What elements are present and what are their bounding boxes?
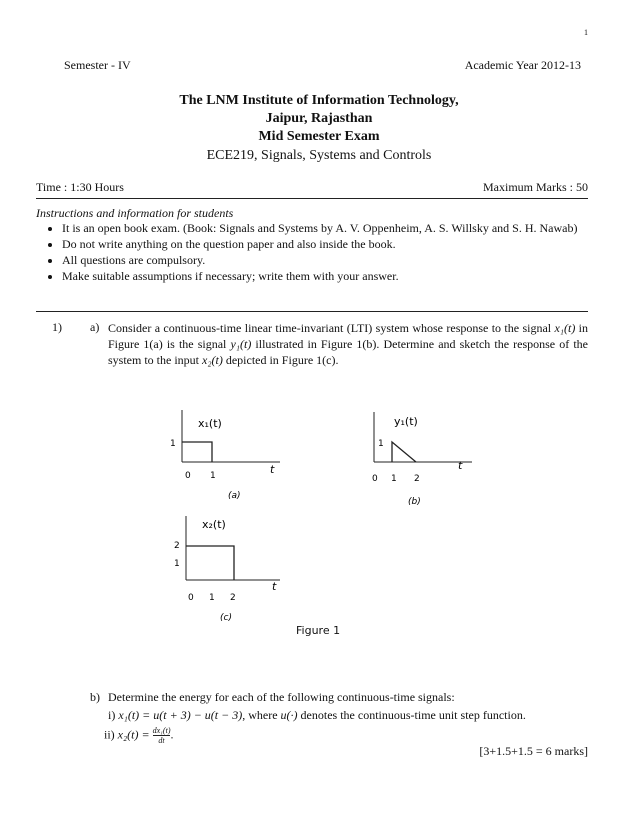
part-b-i-label: i) (108, 708, 116, 722)
instructions-list (48, 220, 602, 285)
figure-1a-ytick: 1 (170, 439, 176, 449)
part-b-text: Determine the energy for each of the following continuous-time signals: (108, 690, 455, 704)
figure-1b-xtick: 0 (372, 474, 378, 484)
question-number: 1) (52, 320, 62, 334)
part-a-text-2: in Figure 1(a) is the signal (108, 321, 589, 351)
part-b-ii (104, 726, 173, 745)
figure-1a-xtick: 0 (185, 471, 191, 481)
figure-1c (168, 510, 288, 626)
fraction-denominator: dt (158, 736, 165, 745)
figure-1b-caption: (b) (408, 497, 421, 507)
part-b-i-mid: , where (242, 708, 281, 722)
instruction-item: • Make suitable assumptions if necessary; write them with your answer. (62, 269, 602, 284)
figure-1b-ytick: 1 (378, 439, 384, 449)
exam-title: Mid Semester Exam (258, 129, 380, 144)
part-a-text-1: Consider a continuous-time linear time-invariant (LTI) system whose response to the signal (108, 321, 552, 335)
instruction-item: • It is an open book exam. (Book: Signals and Systems by A. V. Oppenheim, A. S. Willsky and S. H. Nawab) (62, 221, 602, 236)
instruction-item: • Do not write anything on the question paper and also inside the book. (62, 237, 602, 252)
institute-location: Jaipur, Rajasthan (265, 111, 373, 126)
part-b-i-tail: denotes the continuous-time unit step function. (297, 708, 526, 722)
part-a-text-3: illustrated in Figure 1(b). Determine and sketch the response of the system to the input (108, 337, 588, 367)
institute-title: The LNM Institute of Information Technology, (179, 93, 459, 108)
math-b-ii-lhs: x₂(t) = (117, 727, 150, 742)
figure-1a (168, 408, 288, 504)
part-a-label: a) (90, 320, 100, 334)
figure-1b-xtick: 1 (391, 474, 397, 484)
figure-caption: Figure 1 (296, 624, 341, 637)
fraction-numerator: dx₁(t) (152, 726, 171, 735)
figure-1a-xtick: 1 (210, 471, 216, 481)
figure-1a-label: x₁(t) (198, 417, 222, 430)
instructions-heading: Instructions and information for students (36, 206, 234, 220)
derivative-fraction (152, 726, 174, 745)
part-b-i (108, 708, 526, 723)
part-a-text-4: depicted in Figure 1(c). (222, 353, 339, 367)
figure-1c-label: x₂(t) (202, 518, 226, 531)
figure-1a-caption: (a) (228, 491, 241, 501)
figure-1b (360, 408, 480, 508)
math-b-i: x₁(t) = u(t + 3) − u(t − 3) (118, 708, 243, 722)
math-u: u(·) (280, 708, 298, 722)
figure-1c-caption: (c) (220, 613, 232, 623)
figure-1c-xtick: 2 (230, 593, 236, 603)
figure-1c-xtick: 0 (188, 593, 194, 603)
part-b-ii-label: ii) (104, 727, 115, 742)
part-a-text (108, 320, 588, 368)
divider-top (36, 198, 588, 199)
instruction-item: • All questions are compulsory. (62, 253, 602, 268)
figure-1a-axis-label: t (270, 463, 275, 476)
figure-1c-ytick: 2 (174, 541, 180, 551)
divider-bottom (36, 311, 588, 312)
figure-1b-xtick: 2 (414, 474, 420, 484)
math-x2: x₂(t) (202, 353, 223, 367)
academic-year-label: Academic Year 2012-13 (464, 58, 581, 72)
figure-1b-label: y₁(t) (394, 415, 418, 428)
math-y1: y₁(t) (230, 337, 252, 351)
maximum-marks: Maximum Marks : 50 (483, 180, 588, 194)
marks-allocation: [3+1.5+1.5 = 6 marks] (479, 744, 588, 758)
math-x1: x₁(t) (554, 321, 576, 335)
figure-1c-xtick: 1 (209, 593, 215, 603)
part-b-label: b) (90, 690, 100, 704)
exam-duration: Time : 1:30 Hours (36, 180, 124, 194)
figure-1c-axis-label: t (272, 580, 277, 593)
course-title: ECE219, Signals, Systems and Controls (206, 148, 432, 163)
semester-label: Semester - IV (64, 58, 131, 72)
figure-1c-ytick: 1 (174, 559, 180, 569)
page-number: 1 (584, 28, 588, 37)
part-b-ii-dot: . (170, 727, 174, 742)
figure-1b-axis-label: t (458, 459, 463, 472)
